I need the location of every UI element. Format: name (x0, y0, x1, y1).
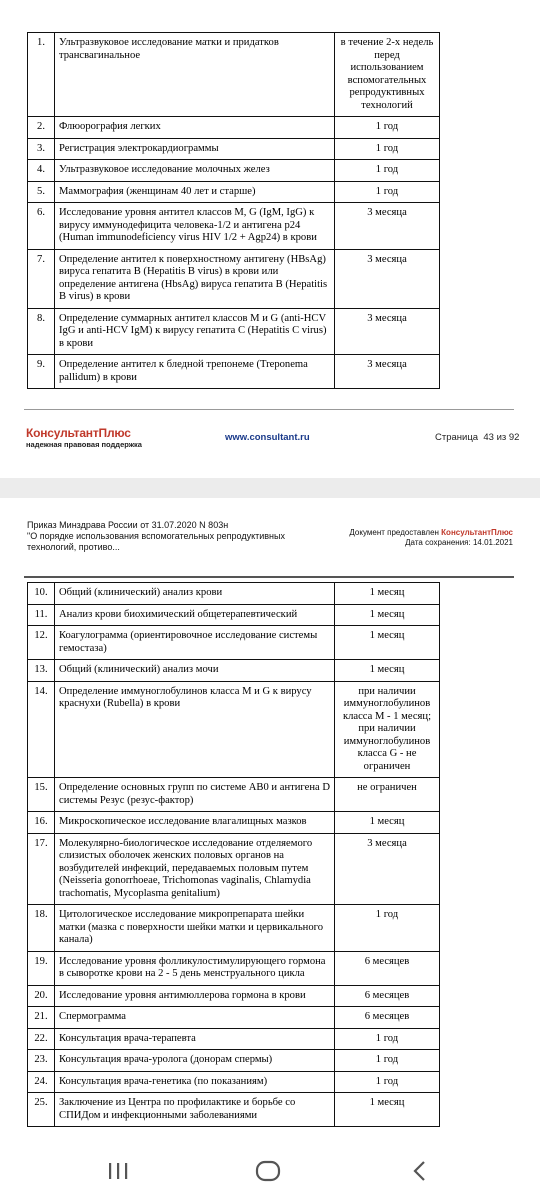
row-validity-term: 3 месяца (335, 308, 440, 355)
row-number: 20. (28, 985, 55, 1007)
table-row (28, 604, 440, 626)
table-row (28, 138, 440, 160)
table-row (28, 203, 440, 250)
row-validity-term: 1 год (335, 160, 440, 182)
page-of: из (496, 432, 507, 443)
row-validity-term: 1 месяц (335, 660, 440, 682)
row-validity-term: 1 год (335, 1050, 440, 1072)
row-validity-term: 3 месяца (335, 355, 440, 389)
table-row (28, 355, 440, 389)
row-number: 4. (28, 160, 55, 182)
row-service-name: Спермограмма (55, 1007, 335, 1029)
table-row (28, 1028, 440, 1050)
home-button[interactable] (248, 1155, 288, 1187)
row-service-name: Анализ крови биохимический общетерапевтический (55, 604, 335, 626)
consultant-tagline: надежная правовая поддержка (26, 440, 142, 449)
row-number: 7. (28, 249, 55, 308)
page-total: 92 (508, 432, 520, 443)
row-service-name: Консультация врача-уролога (донорам спермы) (55, 1050, 335, 1072)
row-service-name: Определение антител к поверхностному антигену (HBsAg) вируса гепатита B (Hepatitis B virus) в крови или определение антигена (HbsAg) вируса гепатита B (Hepatitis B virus) в крови (55, 249, 335, 308)
row-service-name: Исследование уровня антимюллерова гормона в крови (55, 985, 335, 1007)
table-row (28, 160, 440, 182)
table-row (28, 985, 440, 1007)
row-number: 15. (28, 778, 55, 812)
row-service-name: Регистрация электрокардиограммы (55, 138, 335, 160)
table-row (28, 681, 440, 778)
row-number: 5. (28, 181, 55, 203)
row-service-name: Флюорография легких (55, 117, 335, 139)
row-number: 8. (28, 308, 55, 355)
row-service-name: Молекулярно-биологическое исследование отделяемого слизистых оболочек женских половых органов на возбудителей инфекций, передаваемых половым путем (Neisseria gonorrhoeae, Trichomonas vaginalis, Chlamydia trachomatis, Mycoplasma genitalium) (55, 833, 335, 905)
navigation-bar (0, 1143, 540, 1200)
row-service-name: Консультация врача-терапевта (55, 1028, 335, 1050)
row-service-name: Определение антител к бледной трепонеме (Treponema pallidum) в крови (55, 355, 335, 389)
document-header-title (27, 520, 297, 553)
row-service-name: Заключение из Центра по профилактике и борьбе со СПИДом и инфекционными заболеваниями (55, 1093, 335, 1127)
row-validity-term: 6 месяцев (335, 985, 440, 1007)
table-row (28, 951, 440, 985)
row-service-name: Общий (клинический) анализ мочи (55, 660, 335, 682)
table-row (28, 833, 440, 905)
row-validity-term: 6 месяцев (335, 1007, 440, 1029)
row-validity-term: 1 год (335, 905, 440, 952)
row-validity-term: при наличии иммуноглобулинов класса M - 1 месяц; при наличии иммуноглобулинов класса G - не ограничен (335, 681, 440, 778)
row-number: 24. (28, 1071, 55, 1093)
table-row (28, 249, 440, 308)
row-service-name: Консультация врача-генетика (по показаниям) (55, 1071, 335, 1093)
row-service-name: Определение основных групп по системе AB0 и антигена D системы Резус (резус-фактор) (55, 778, 335, 812)
document-page-44 (0, 498, 540, 1143)
row-number: 13. (28, 660, 55, 682)
page-label: Страница (435, 432, 479, 443)
header-order-line: Приказ Минздрава России от 31.07.2020 N 803н (27, 520, 229, 530)
row-number: 21. (28, 1007, 55, 1029)
table-row (28, 905, 440, 952)
table-row (28, 33, 440, 117)
save-date: Дата сохранения: 14.01.2021 (405, 538, 513, 547)
footer-divider (24, 409, 514, 410)
row-validity-term: 3 месяца (335, 833, 440, 905)
row-validity-term: 1 месяц (335, 626, 440, 660)
row-service-name: Цитологическое исследование микропрепарата шейки матки (мазка с поверхности шейки матки и цервикального канала) (55, 905, 335, 952)
row-service-name: Микроскопическое исследование влагалищных мазков (55, 812, 335, 834)
row-number: 23. (28, 1050, 55, 1072)
services-table-part2 (27, 582, 440, 1127)
row-number: 16. (28, 812, 55, 834)
row-number: 6. (28, 203, 55, 250)
consultant-url-link[interactable]: www.consultant.ru (225, 432, 310, 443)
row-number: 11. (28, 604, 55, 626)
row-service-name: Коагулограмма (ориентировочное исследование системы гемостаза) (55, 626, 335, 660)
row-validity-term: 1 год (335, 117, 440, 139)
row-service-name: Маммография (женщинам 40 лет и старше) (55, 181, 335, 203)
recent-apps-button[interactable] (98, 1155, 138, 1187)
consultant-brand: КонсультантПлюс (26, 426, 131, 440)
row-validity-term: 6 месяцев (335, 951, 440, 985)
row-validity-term: не ограничен (335, 778, 440, 812)
table-row (28, 1007, 440, 1029)
table-row (28, 812, 440, 834)
table-row (28, 626, 440, 660)
table-row (28, 660, 440, 682)
table-row (28, 308, 440, 355)
row-number: 22. (28, 1028, 55, 1050)
row-validity-term: 3 месяца (335, 249, 440, 308)
row-service-name: Ультразвуковое исследование молочных желез (55, 160, 335, 182)
table-row (28, 583, 440, 605)
recent-apps-icon (107, 1161, 129, 1181)
row-validity-term: 3 месяца (335, 203, 440, 250)
table-row (28, 1050, 440, 1072)
document-page-43 (0, 0, 540, 478)
row-validity-term: в течение 2-х недель перед использованием вспомогательных репродуктивных технологий (335, 33, 440, 117)
row-service-name: Общий (клинический) анализ крови (55, 583, 335, 605)
row-service-name: Ультразвуковое исследование матки и придатков трансвагинальное (55, 33, 335, 117)
row-validity-term: 1 месяц (335, 1093, 440, 1127)
row-validity-term: 1 месяц (335, 812, 440, 834)
row-validity-term: 1 год (335, 181, 440, 203)
row-number: 1. (28, 33, 55, 117)
row-number: 14. (28, 681, 55, 778)
header-divider (24, 576, 514, 578)
row-validity-term: 1 год (335, 1071, 440, 1093)
table-row (28, 1071, 440, 1093)
table-row (28, 117, 440, 139)
row-service-name: Определение иммуноглобулинов класса M и G к вирусу краснухи (Rubella) в крови (55, 681, 335, 778)
row-number: 10. (28, 583, 55, 605)
row-validity-term: 1 год (335, 138, 440, 160)
services-table-part1 (27, 32, 440, 389)
page-counter (435, 432, 519, 443)
table-row (28, 1093, 440, 1127)
consultant-logo (26, 426, 142, 449)
row-service-name: Исследование уровня антител классов M, G (IgM, IgG) к вирусу иммунодефицита человека-1/2 и антигена p24 (Human immunodeficiency virus HIV 1/2 + Agp24) в крови (55, 203, 335, 250)
row-validity-term: 1 год (335, 1028, 440, 1050)
document-header-meta (349, 528, 513, 548)
row-number: 9. (28, 355, 55, 389)
row-number: 18. (28, 905, 55, 952)
provided-brand: КонсультантПлюс (441, 528, 513, 537)
row-number: 17. (28, 833, 55, 905)
home-icon (255, 1160, 281, 1182)
back-icon (412, 1160, 428, 1182)
row-number: 3. (28, 138, 55, 160)
row-number: 19. (28, 951, 55, 985)
back-button[interactable] (400, 1155, 440, 1187)
header-subject-line: "О порядке использования вспомогательных репродуктивных технологий, противо... (27, 531, 285, 552)
row-service-name: Определение суммарных антител классов M и G (anti-HCV IgG и anti-HCV IgM) к вирусу гепатита C (Hepatitis C virus) в крови (55, 308, 335, 355)
page-current: 43 (483, 432, 494, 443)
table-row (28, 181, 440, 203)
row-number: 25. (28, 1093, 55, 1127)
provided-label: Документ предоставлен (349, 528, 439, 537)
row-validity-term: 1 месяц (335, 604, 440, 626)
table-row (28, 778, 440, 812)
row-validity-term: 1 месяц (335, 583, 440, 605)
row-number: 12. (28, 626, 55, 660)
row-service-name: Исследование уровня фолликулостимулирующего гормона в сыворотке крови на 2 - 5 день менструального цикла (55, 951, 335, 985)
row-number: 2. (28, 117, 55, 139)
